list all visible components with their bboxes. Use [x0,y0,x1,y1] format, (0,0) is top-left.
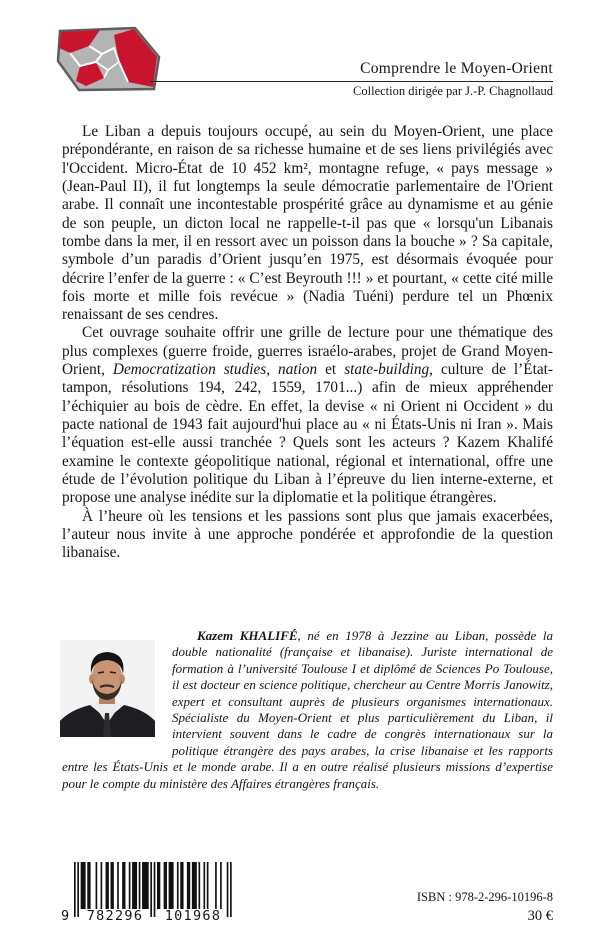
author-photo [60,640,155,737]
paragraph-2-italic-1: Democratization studies, nation [112,361,318,379]
barcode-bar [122,862,125,909]
barcode-bar [129,862,131,909]
barcode-bar [169,862,174,909]
barcode-guard-bar [77,862,79,917]
barcode-guard-bar [150,862,152,917]
paragraph-2-italic-2: state-building [344,361,430,379]
barcode-bar [177,862,179,909]
barcode-bar [139,862,141,909]
barcode-bar [117,862,119,909]
barcode-bar [207,862,209,909]
barcode-guard-bar [74,862,76,917]
series-title: Comprendre le Moyen-Orient [360,60,553,77]
series-divider [150,81,553,82]
price: 30 € [527,908,553,924]
barcode-bar [220,862,222,909]
barcode-bar [187,862,190,909]
paragraph-3: À l’heure où les tensions et les passions sont plus que jamais exacerbées, l’auteur nous invite à une approche pondérée et approfondie de la question libanaise. [62,507,553,562]
barcode-guard-bar [154,862,156,917]
paragraph-2 [62,324,553,507]
author-name: Kazem KHALIFÉ [197,628,298,643]
author-bio-text: , né en 1978 à Jezzine au Liban, possède la double nationalité (française et libanaise). Juriste international de formation à l’université Toulouse I et diplômé de Sciences Po Toulouse, il est docteur en science politique, chercheur au Centre Morris Janowitz, expert et consultant auprès de plusieurs organismes internationaux. Spécialiste du Moyen-Orient et plus particulièrement du Liban, il intervient souvent dans le cadre de congrès internationaux sur la politique étrangère des pays arabes, la crise libanaise et les rapports entre les États-Unis et le monde arabe. Il a en outre réalisé plusieurs missions d’expertise pour le compte du ministère des Affaires étrangères français. [62,628,553,791]
isbn: ISBN : 978-2-296-10196-8 [416,890,553,904]
paragraph-1: Le Liban a depuis toujours occupé, au sein du Moyen-Orient, une place prépondérante, en raison de sa richesse humaine et de ses liens privilégiés avec l'Occident. Micro-État de 10 452 km², montagne refuge, « pays message » (Jean-Paul II), il fut longtemps la seule démocratie parlementaire de l'Orient arabe. Il connaît une incontestable prospérité grâce au dynamisme et au génie de son peuple, un dicton local ne rappelle-t-il pas que « lorsqu'un Libanais tombe dans la mer, il en ressort avec un poisson dans la bouche » ? Sa capitale, symbole d’un paradis d’Orient jusqu’en 1975, est désormais évoquée pour décrire l’enfer de la guerre : « C’est Beyrouth !!! » et pourtant, « cette cité mille fois morte et mille fois revécue » (Nadia Tuéni) perdure tel un Phœnix renaissant de ses cendres. [62,123,553,324]
barcode-bar [157,862,160,909]
barcode-digits-left: 782296 [86,908,144,924]
barcode-bar [106,862,109,909]
barcode-digit-lead: 9 [61,908,71,924]
author-photo-frame [62,628,172,752]
barcode-bar [111,862,114,909]
barcode-bar [180,862,183,909]
barcode-bar [164,862,167,909]
barcode-digits-right: 101968 [164,908,222,924]
paragraph-2-part-c: , culture de l’État-tampon, résolutions 194, 242, 1559, 1701...) afin de mieux appréhender l’échiquier au bois de cèdre. En effet, la devise « ni Orient ni Occident » du pacte national de 1943 fait aujourd'hui place au « ni États-Unis ni Iran ». Mais l’équation est-elle aussi tranchée ? Quels sont les acteurs ? Kazem Khalifé examine le contexte géopolitique national, régional et international, offre une étude de l’évolution politique du Liban à l’épreuve du lien interne-externe, et propose une analyse inédite sur la diplomatie et la politique étrangères. [62,361,553,507]
collection-credit: Collection dirigée par J.-P. Chagnollaud [353,84,553,98]
barcode-bar [215,862,217,909]
paragraph-2-part-b: et [317,361,345,379]
paragraph-2-part-a: Cet ouvrage souhaite offrir une grille de lecture pour une thématique des plus complexes (guerre froide, guerres israélo-arabes, projet de Grand Moyen-Orient, [62,324,553,379]
barcode-bar [81,862,86,909]
back-cover-text [62,123,553,563]
barcode-bar [203,862,205,909]
barcode-bar [142,862,149,909]
series-logo [56,26,162,92]
barcode-guard-bar [230,862,232,917]
barcode-bar [199,862,201,909]
barcode-bar [87,862,90,909]
barcode-bar [101,862,103,909]
barcode-bar [132,862,137,909]
barcode-bar [192,862,197,909]
author-bio [62,628,553,792]
barcode-bar [96,862,98,909]
